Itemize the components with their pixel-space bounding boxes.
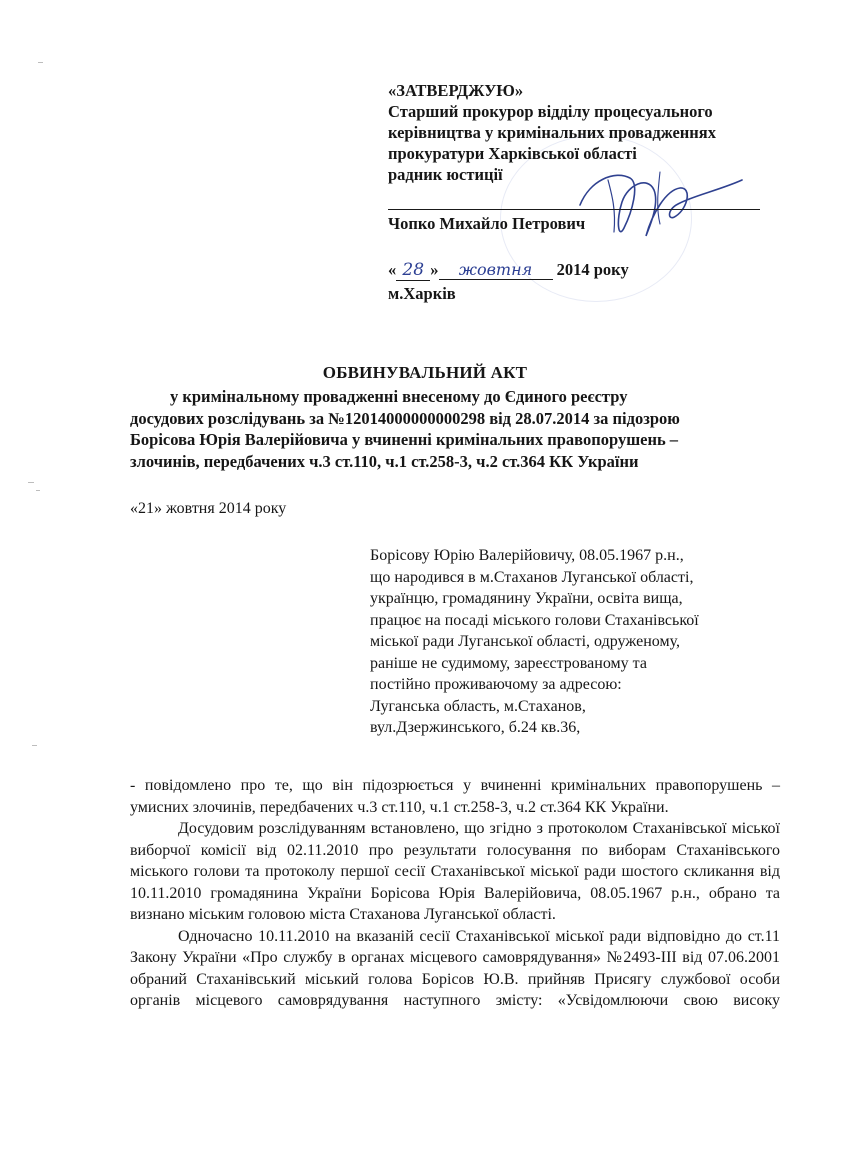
suspect-line: Луганська область, м.Стаханов,	[370, 697, 586, 715]
approval-heading: «ЗАТВЕРДЖУЮ»	[388, 81, 524, 100]
approval-year: 2014 року	[556, 260, 629, 279]
document-body	[130, 775, 780, 1012]
suspect-line: Борісову Юрію Валерійовичу, 08.05.1967 р.н.,	[370, 547, 684, 564]
subtitle-line-1: у кримінальному провадженні внесеному до Єдиного реєстру	[170, 387, 628, 406]
approval-block	[388, 80, 788, 185]
scan-speck	[36, 490, 40, 491]
subtitle-line-4: злочинів, передбачених ч.3 ст.110, ч.1 ст.258-3, ч.2 ст.364 КК України	[130, 451, 639, 471]
scan-speck	[32, 745, 37, 746]
suspect-line: працює на посаді міського голови Стаханівської	[370, 611, 699, 629]
body-paragraph-3: Одночасно 10.11.2010 на вказаній сесії Стаханівської міської ради відповідно до ст.11 Закону України «Про службу в органах місцевого самоврядування» №2493-ІІІ від 07.06.2001 обраний Стаханівський міський голова Борісов Ю.В. прийняв Присягу службової особи органів місцевого самоврядування наступного змісту: «Усвідомлюючи свою високу	[130, 927, 780, 1009]
scan-speck	[28, 482, 34, 483]
handwritten-day: 28	[396, 260, 430, 281]
suspect-line: міської ради Луганської області, одруженому,	[370, 633, 681, 650]
document-subtitle	[130, 386, 780, 472]
date-open-quote: «	[388, 260, 397, 279]
date-close-quote: »	[430, 260, 439, 279]
approver-rank: радник юстиції	[388, 165, 503, 184]
suspect-line: раніше не судимому, зареєстрованому та	[370, 654, 647, 672]
suspect-line: вул.Дзержинського, б.24 кв.36,	[370, 719, 581, 736]
scan-speck	[38, 62, 43, 63]
approver-position-line-1: Старший прокурор відділу процесуального	[388, 102, 713, 121]
signature-line	[388, 209, 760, 210]
suspect-line: постійно проживаючому за адресою:	[370, 676, 622, 693]
body-paragraph-2: Досудовим розслідуванням встановлено, що згідно з протоколом Стаханівської міської виборчої комісії від 02.11.2010 про результати голосування по виборам Стаханівського міського голови та протоколу першої сесії Стаханівської міської ради шостого скликання від 10.11.2010 громадянина України Борісова Юрія Валерійовича, 08.05.1967 р.н., обрано та визнано міським головою міста Стаханова Луганської області.	[130, 820, 780, 923]
body-paragraph-1: - повідомлено про те, що він підозрюється у вчиненні кримінальних правопорушень – умисних злочинів, передбачених ч.3 ст.110, ч.1 ст.258-3, ч.2 ст.364 КК України.	[130, 777, 780, 816]
handwritten-month: жовтня	[439, 260, 553, 280]
suspect-line: українцю, громадянину України, освіта вища,	[370, 590, 683, 607]
suspect-line: що народився в м.Стаханов Луганської області,	[370, 568, 694, 586]
approver-name: Чопко Михайло Петрович	[388, 214, 586, 233]
subtitle-line-2: досудових розслідувань за №12014000000000298 від 28.07.2014 за підозрою	[130, 408, 680, 428]
subtitle-line-3: Борісова Юрія Валерійовича у вчиненні кримінальних правопорушень –	[130, 430, 679, 449]
suspect-details	[370, 545, 790, 739]
approver-position-line-2: керівництва у кримінальних провадженнях	[388, 123, 716, 142]
document-date: «21» жовтня 2014 року	[130, 500, 287, 517]
approver-position-line-3: прокуратури Харківської області	[388, 144, 637, 163]
approval-city: м.Харків	[388, 284, 456, 303]
approval-date	[388, 260, 629, 281]
document-title: ОБВИНУВАЛЬНИЙ АКТ	[322, 363, 528, 382]
